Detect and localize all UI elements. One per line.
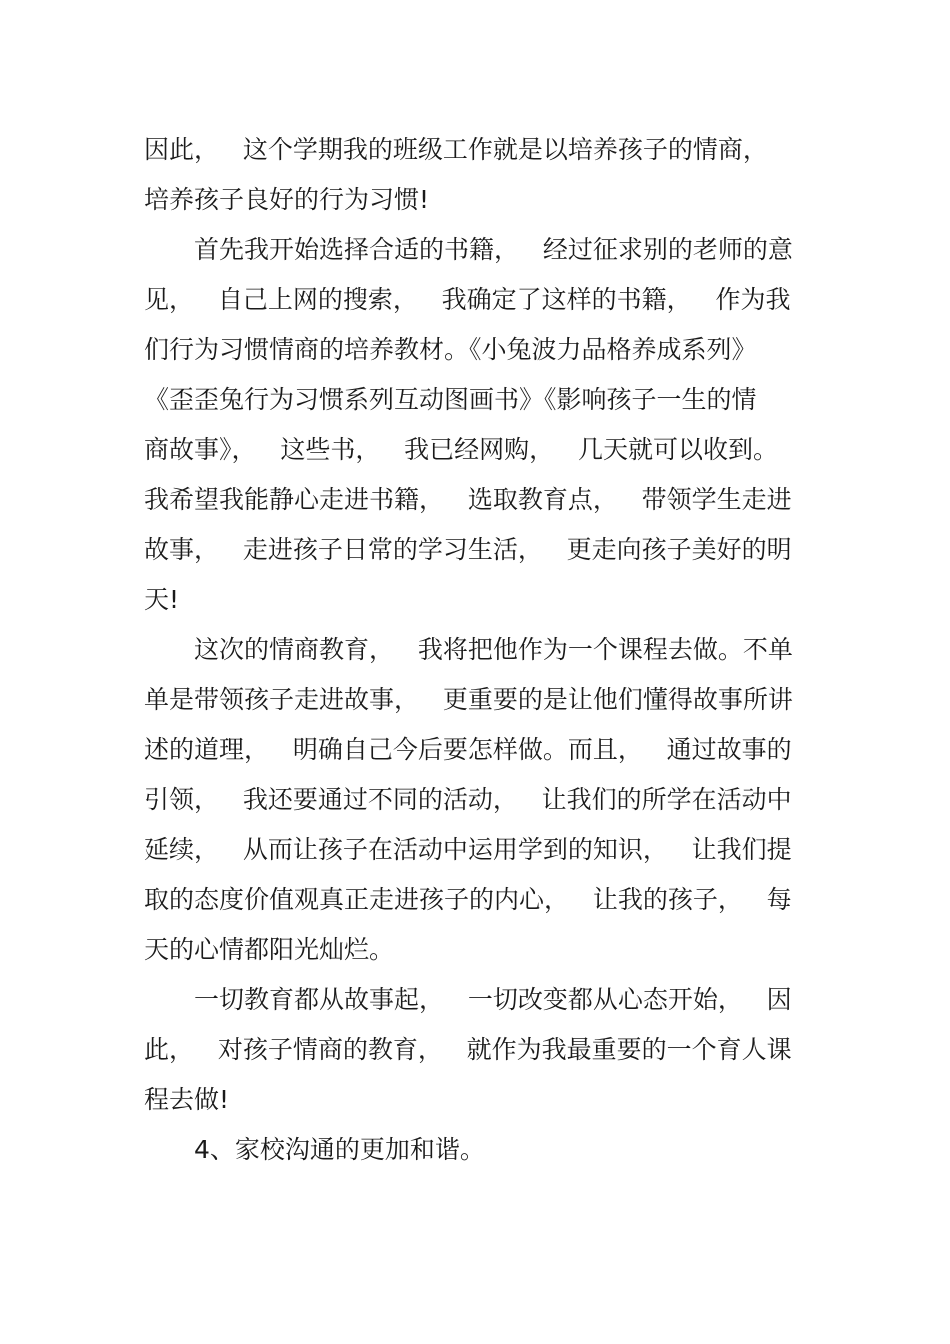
text-line: 商故事》， 这些书， 我已经网购， 几天就可以收到。 xyxy=(144,435,779,464)
text-line: 引领， 我还要通过不同的活动， 让我们的所学在活动中 xyxy=(144,785,792,814)
text-line: 们行为习惯情商的培养教材。《小兔波力品格养成系列》 xyxy=(144,335,757,364)
text-line: 《歪歪兔行为习惯系列互动图画书》《影响孩子一生的情 xyxy=(144,385,757,414)
paragraph-start-line: 一切教育都从故事起， 一切改变都从心态开始， 因 xyxy=(194,985,792,1014)
paragraph-start-line: 这次的情商教育， 我将把他作为一个课程去做。不单 xyxy=(194,635,793,664)
text-line: 见， 自己上网的搜索， 我确定了这样的书籍， 作为我 xyxy=(144,285,791,314)
text-line: 程去做! xyxy=(144,1085,230,1114)
text-line: 天! xyxy=(144,585,180,614)
text-line: 天的心情都阳光灿烂。 xyxy=(144,935,395,964)
text-line: 故事， 走进孩子日常的学习生活， 更走向孩子美好的明 xyxy=(144,535,792,564)
text-line: 此， 对孩子情商的教育， 就作为我最重要的一个育人课 xyxy=(144,1035,792,1064)
text-line: 因此， 这个学期我的班级工作就是以培养孩子的情商， xyxy=(144,135,768,164)
text-line: 我希望我能静心走进书籍， 选取教育点， 带领学生走进 xyxy=(144,485,792,514)
section-heading: 4、家校沟通的更加和谐。 xyxy=(194,1135,485,1164)
text-line: 取的态度价值观真正走进孩子的内心， 让我的孩子， 每 xyxy=(144,885,792,914)
paragraph-start-line: 首先我开始选择合适的书籍， 经过征求别的老师的意 xyxy=(194,235,793,264)
text-line: 述的道理， 明确自己今后要怎样做。而且， 通过故事的 xyxy=(144,735,792,764)
text-line: 单是带领孩子走进故事， 更重要的是让他们懂得故事所讲 xyxy=(144,685,793,714)
text-line: 延续， 从而让孩子在活动中运用学到的知识， 让我们提 xyxy=(144,835,792,864)
text-line: 培养孩子良好的行为习惯! xyxy=(144,185,430,214)
